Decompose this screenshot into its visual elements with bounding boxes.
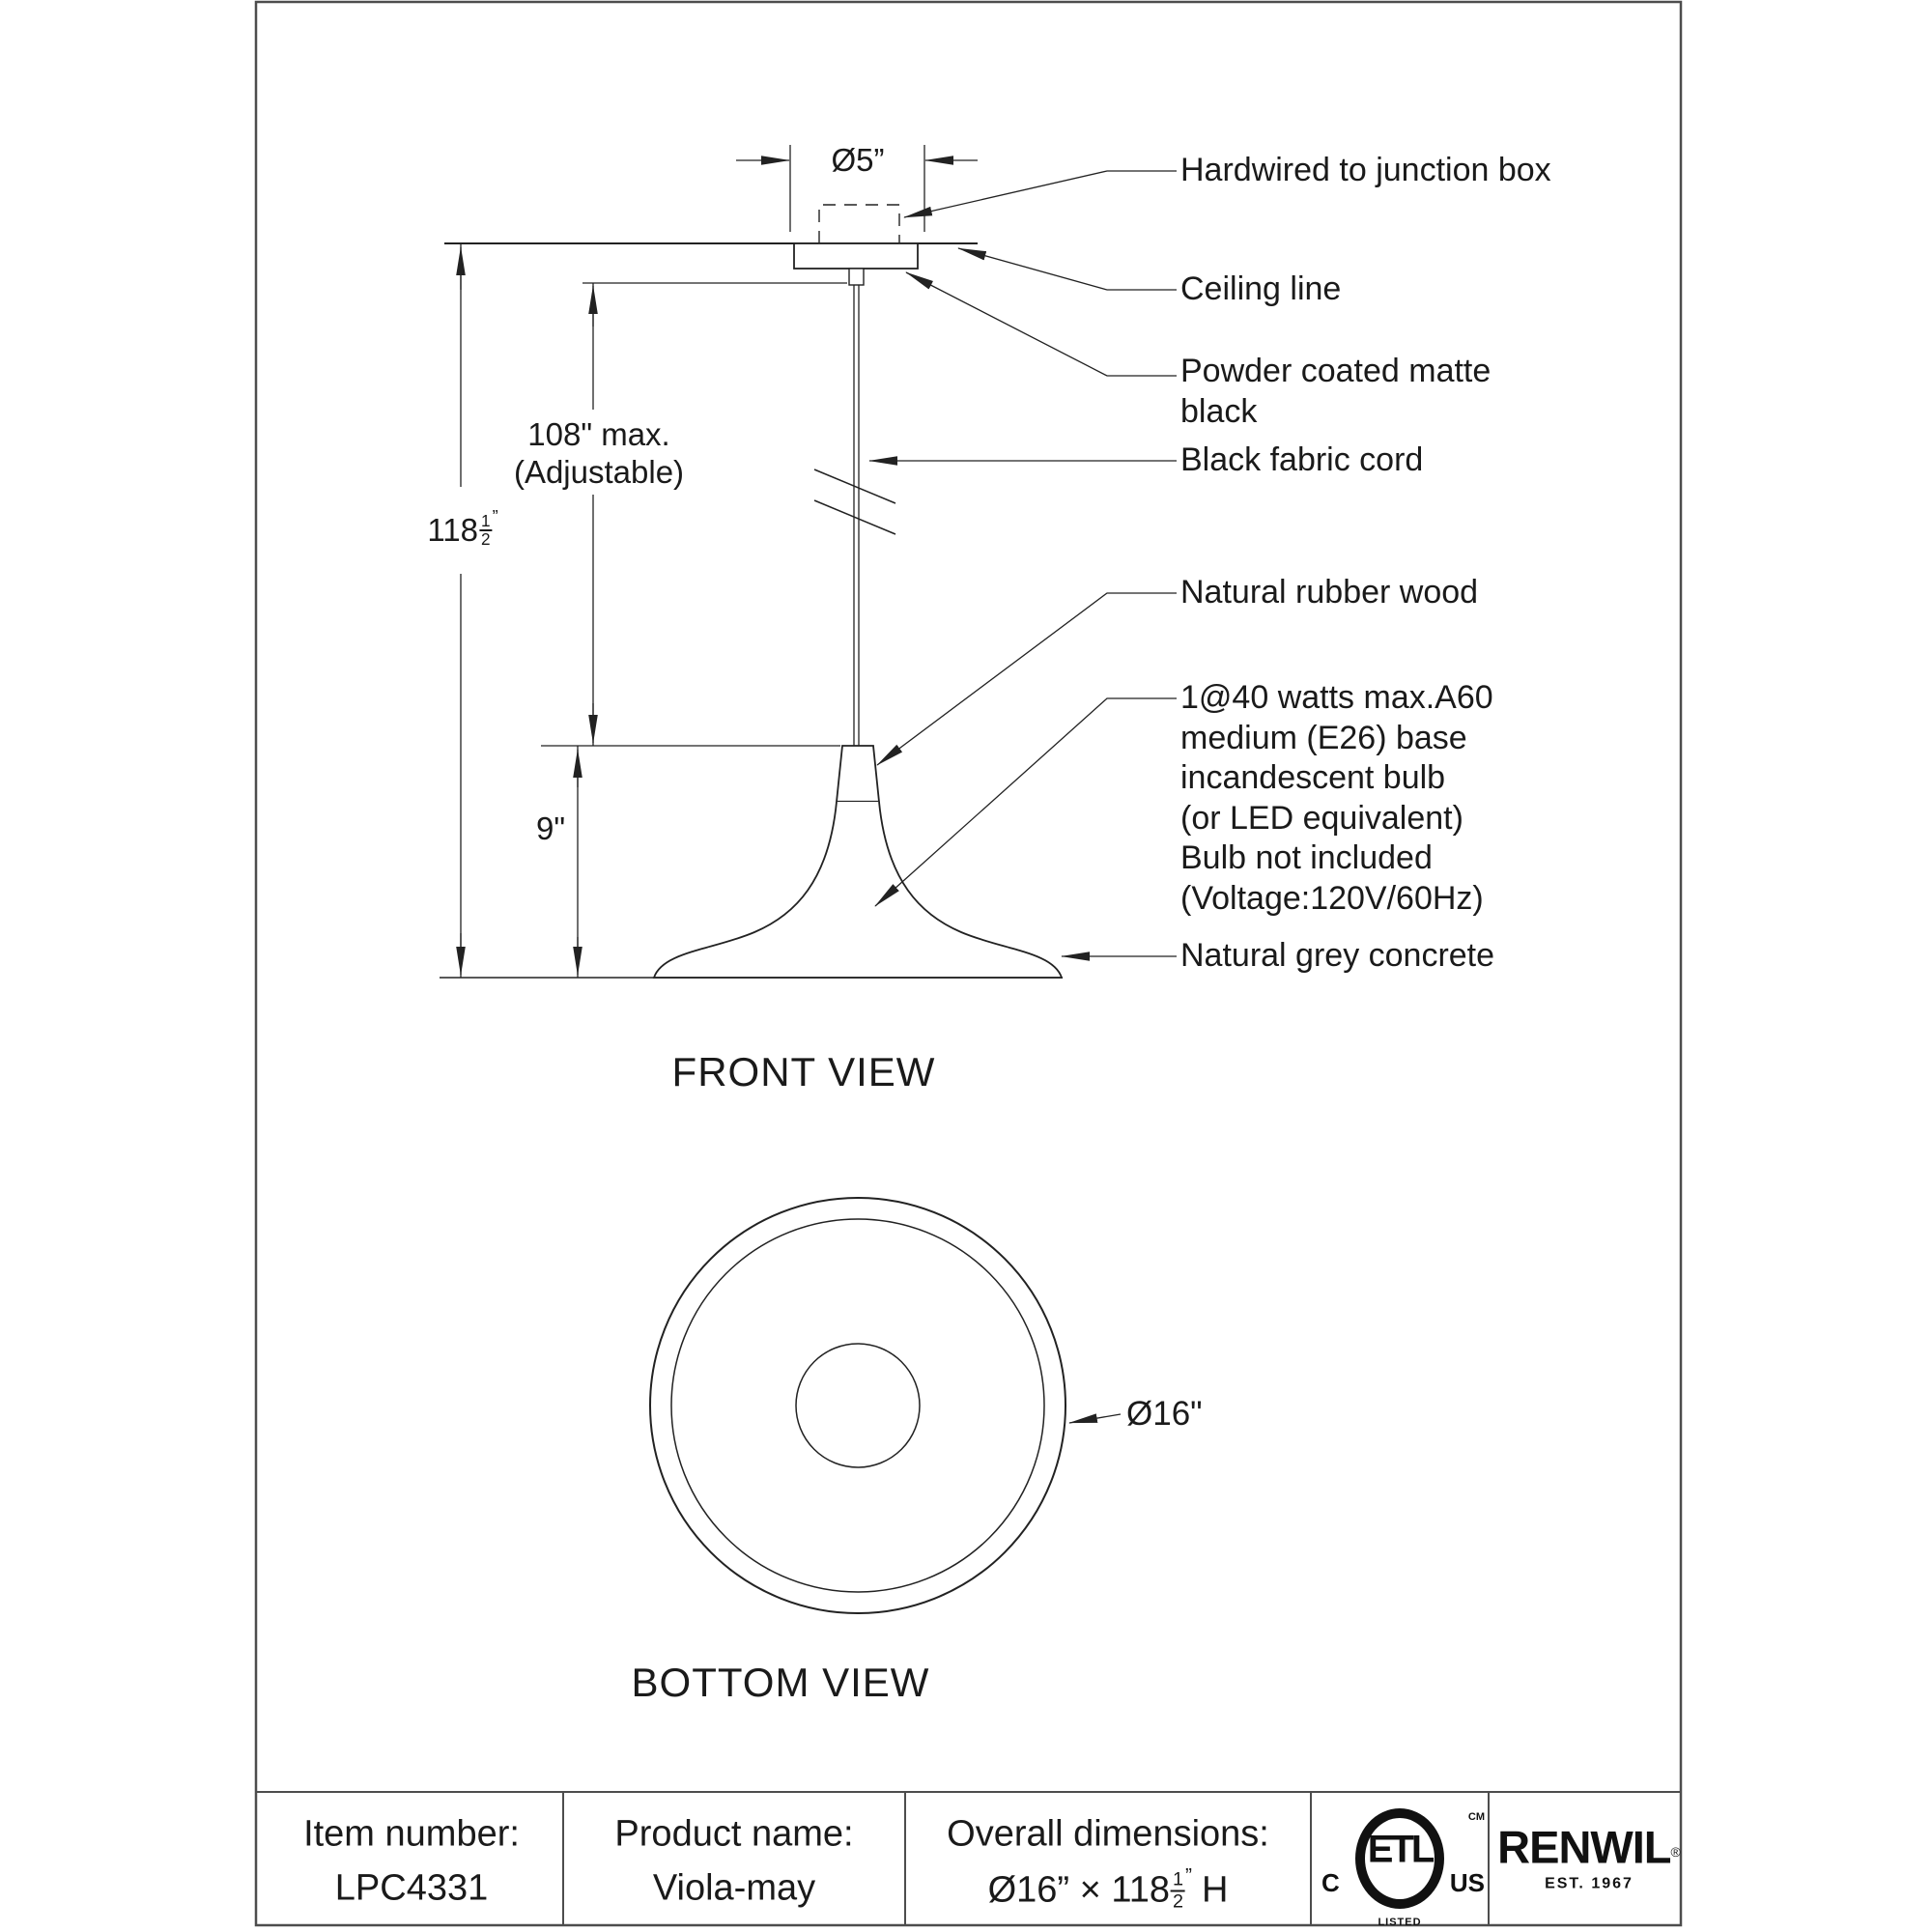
leader-powder — [906, 272, 1177, 376]
callout-concrete: Natural grey concrete — [1180, 937, 1495, 974]
front-view-drawing — [440, 205, 1063, 978]
leader-wood — [877, 593, 1177, 765]
renwil-wordmark-row — [1497, 1821, 1681, 1874]
leader-dia16 — [1069, 1414, 1121, 1423]
leader-bulb — [875, 698, 1177, 906]
callout-hardwired: Hardwired to junction box — [1180, 152, 1551, 188]
overall-height-unit: ” — [492, 507, 498, 527]
overall-height-frac-num: 1 — [481, 510, 491, 530]
bottom-view-drawing — [650, 1198, 1121, 1613]
callout-cord: Black fabric cord — [1180, 441, 1424, 478]
callout-powder — [1180, 352, 1491, 432]
callout-bulb-line1: 1@40 watts max.A60 — [1180, 679, 1493, 716]
shade-height-label: 9" — [535, 810, 566, 846]
overall-dimensions-frac-num: 1 — [1172, 1868, 1183, 1890]
callout-bulb — [1180, 678, 1493, 919]
wood-cone — [837, 746, 879, 802]
overall-dimensions-frac-den: 2 — [1172, 1890, 1183, 1912]
renwil-registered-mark: ® — [1670, 1844, 1681, 1861]
front-view-title: FRONT VIEW — [671, 1049, 936, 1094]
product-name-label: Product name: — [614, 1813, 854, 1855]
overall-dimensions-label: Overall dimensions: — [947, 1813, 1269, 1855]
item-number-value: LPC4331 — [334, 1867, 489, 1909]
overall-dimensions-mixed — [987, 1864, 1229, 1912]
fabric-cord — [854, 285, 859, 746]
renwil-logo — [1497, 1821, 1681, 1893]
callout-leaders — [869, 171, 1177, 956]
leader-ceiling — [958, 248, 1177, 290]
etl-cm-label: CM — [1467, 1811, 1485, 1823]
renwil-est-label: EST. 1967 — [1545, 1875, 1634, 1892]
overall-height-frac-den: 2 — [481, 529, 491, 549]
overall-height-whole: 118 — [427, 512, 479, 548]
canopy — [794, 243, 918, 269]
callout-bulb-line5: Bulb not included — [1180, 839, 1433, 876]
overall-dimensions-unit: ” — [1184, 1864, 1192, 1888]
outer-rim-circle — [650, 1198, 1065, 1613]
overall-dimensions-fraction — [1171, 1870, 1185, 1911]
overall-dimensions-suffix: H — [1201, 1869, 1229, 1911]
callout-powder-line2: black — [1180, 392, 1258, 430]
drop-height-line1: 108" max. — [527, 416, 670, 452]
callout-bulb-line4: (or LED equivalent) — [1180, 799, 1463, 837]
callout-bulb-line2: medium (E26) base — [1180, 719, 1467, 756]
callout-bulb-line3: incandescent bulb — [1180, 759, 1446, 796]
drop-height-label — [508, 415, 690, 491]
bottom-view-title: BOTTOM VIEW — [631, 1660, 930, 1705]
hub-circle — [796, 1344, 920, 1467]
leader-hardwired — [904, 171, 1177, 217]
cord-break-symbol — [814, 469, 895, 534]
overall-height-fraction — [479, 510, 493, 549]
etl-listed-mark — [1313, 1786, 1487, 1931]
product-name-value: Viola-may — [652, 1867, 816, 1909]
callout-bulb-line6: (Voltage:120V/60Hz) — [1180, 879, 1484, 917]
inner-rim-circle — [671, 1219, 1044, 1592]
overall-height-mixed-number — [427, 507, 498, 549]
etl-c-label: C — [1321, 1868, 1340, 1897]
junction-box-dashed — [819, 205, 899, 243]
drop-height-line2: (Adjustable) — [513, 454, 685, 490]
callout-powder-line1: Powder coated matte — [1180, 353, 1492, 389]
canopy-diameter-label: Ø5” — [823, 142, 892, 179]
overall-height-label — [421, 507, 503, 549]
dimension-lines — [461, 145, 978, 978]
etl-listed-label: LISTED — [1378, 1917, 1422, 1928]
concrete-shade — [654, 802, 1062, 978]
etl-letters: ETL — [1367, 1828, 1433, 1871]
stem — [849, 269, 864, 285]
item-number-label: Item number: — [303, 1813, 520, 1855]
overall-dimensions-prefix: Ø16” × 118 — [987, 1869, 1170, 1911]
renwil-wordmark: RENWIL — [1497, 1821, 1671, 1873]
callout-wood: Natural rubber wood — [1180, 574, 1479, 611]
bottom-diameter-label: Ø16" — [1126, 1395, 1203, 1433]
overall-dimensions-value — [987, 1864, 1229, 1912]
etl-us-label: US — [1449, 1868, 1485, 1897]
callout-ceiling: Ceiling line — [1180, 270, 1342, 307]
